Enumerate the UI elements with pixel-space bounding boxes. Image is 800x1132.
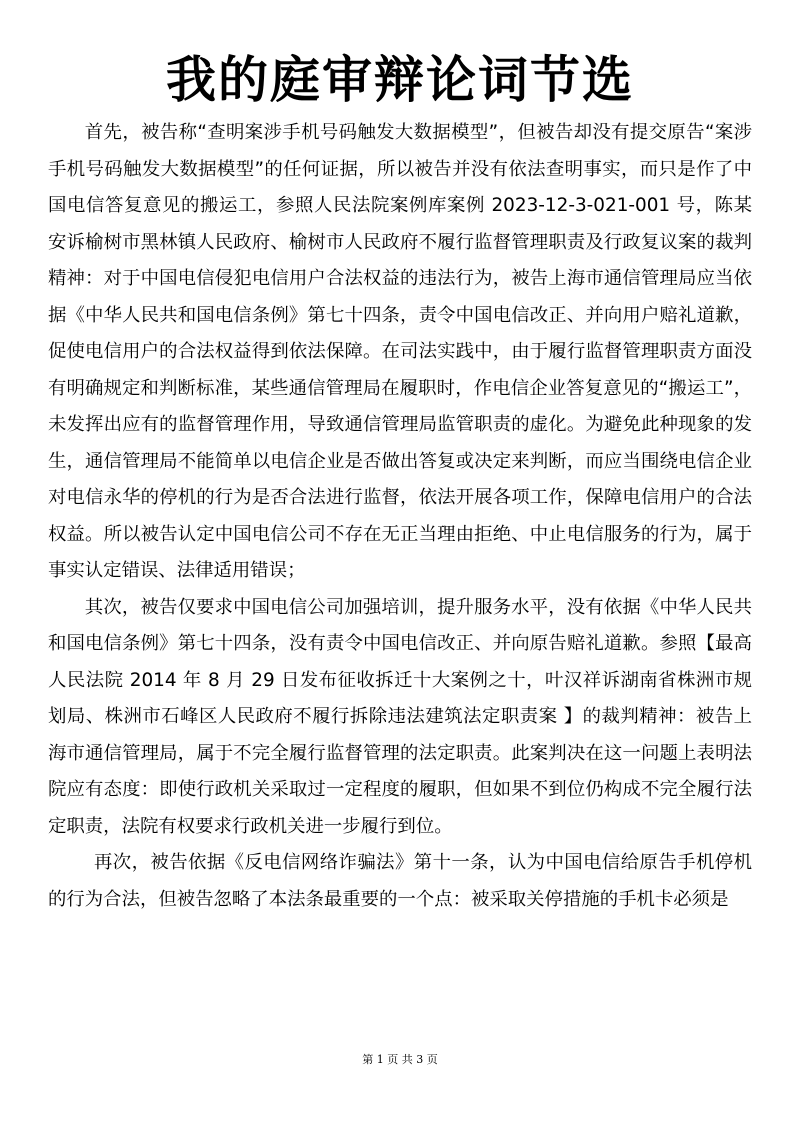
document-body bbox=[48, 115, 752, 918]
paragraph-second: 其次，被告仅要求中国电信公司加强培训，提升服务水平，没有依据《中华人民共和国电信条例》第七十四条，没有责令中国电信改正、并向原告赔礼道歉。参照【最高人民法院 2014 年 8 月 29 日发布征收拆迁十大案例之十，叶汉祥诉湖南省株洲市规划局、株洲市石峰区人民政府不履行拆除违法建筑法定职责案 】的裁判精神：被告上海市通信管理局，属于不完全履行监督管理的法定职责。此案判决在这一问题上表明法院应有态度：即使行政机关采取过一定程度的履职，但如果不到位仍构成不完全履行法定职责，法院有权要求行政机关进一步履行到位。 bbox=[48, 596, 752, 837]
paragraph-third: 再次，被告依据《反电信网络诈骗法》第十一条，认为中国电信给原告手机停机的行为合法，但被告忽略了本法条最重要的一个点：被采取关停措施的手机卡必须是 bbox=[48, 852, 752, 910]
document-title: 我的庭审辩论词节选 bbox=[166, 51, 634, 109]
paragraph-first: 首先，被告称“查明案涉手机号码触发大数据模型”，但被告却没有提交原告“案涉手机号码触发大数据模型”的任何证据，所以被告并没有依法查明事实，而只是作了中国电信答复意见的搬运工，参照人民法院案例库案例 2023-12-3-021-001 号，陈某安诉榆树市黑林镇人民政府、榆树市人民政府不履行监督管理职责及行政复议案的裁判精神：对于中国电信侵犯电信用户合法权益的违法行为，被告上海市通信管理局应当依据《中华人民共和国电信条例》第七十四条，责令中国电信改正、并向用户赔礼道歉，促使电信用户的合法权益得到依法保障。在司法实践中，由于履行监督管理职责方面没有明确规定和判断标准，某些通信管理局在履职时，作电信企业答复意见的“搬运工”，未发挥出应有的监督管理作用，导致通信管理局监管职责的虚化。为避免此种现象的发生，通信管理局不能简单以电信企业是否做出答复或决定来判断，而应当围绕电信企业对电信永华的停机的行为是否合法进行监督，依法开展各项工作，保障电信用户的合法权益。所以被告认定中国电信公司不存在无正当理由拒绝、中止电信服务的行为，属于事实认定错误、法律适用错误； bbox=[48, 122, 752, 581]
page-number-footer: 第 1 页 共 3 页 bbox=[362, 1053, 438, 1066]
